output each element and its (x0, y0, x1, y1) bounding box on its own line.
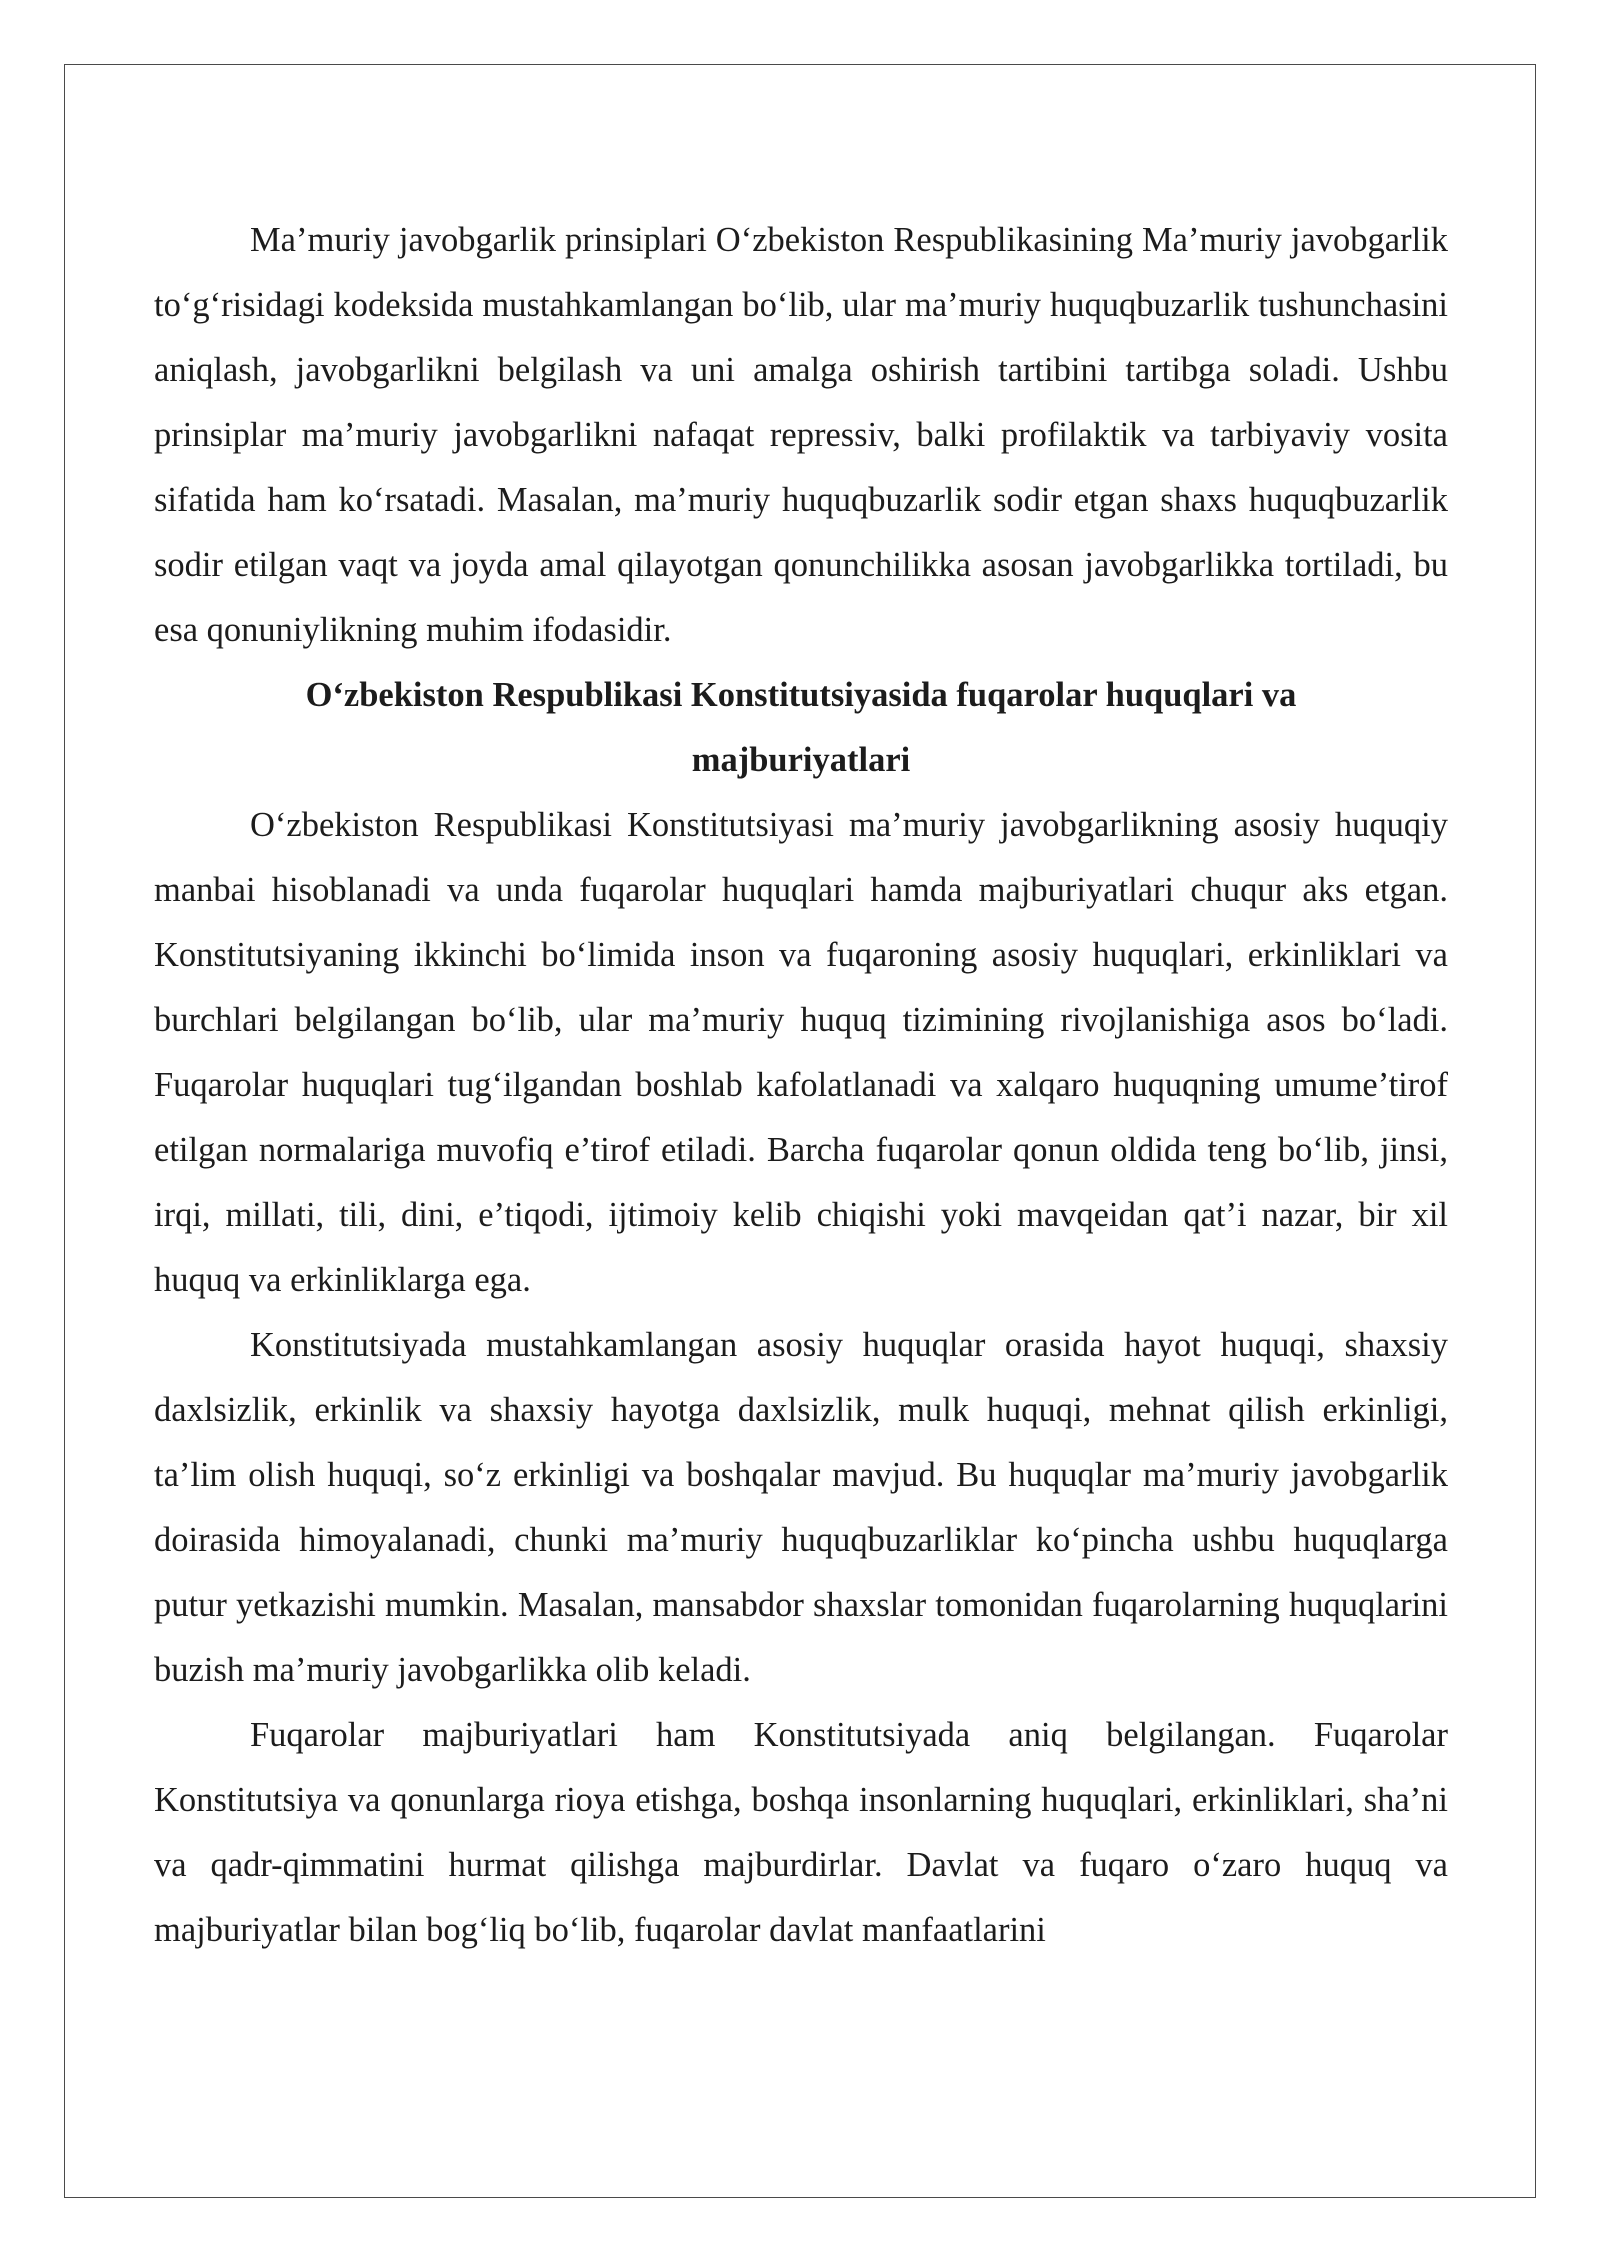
paragraph-basic-rights: Konstitutsiyada mustahkamlangan asosiy huquqlar orasida hayot huquqi, shaxsiy daxlsizlik, erkinlik va shaxsiy hayotga daxlsizlik, mulk huquqi, mehnat qilish erkinligi, ta’lim olish huquqi, so‘z erkinligi va boshqalar mavjud. Bu huquqlar ma’muriy javobgarlik doirasida himoyalanadi, chunki ma’muriy huquqbuzarliklar ko‘pincha ushbu huquqlarga putur yetkazishi mumkin. Masalan, mansabdor shaxslar tomonidan fuqarolarning huquqlarini buzish ma’muriy javobgarlikka olib keladi. (154, 1326, 1448, 1689)
paragraph-citizen-duties: Fuqarolar majburiyatlari ham Konstitutsiyada aniq belgilangan. Fuqarolar Konstitutsiya va qonunlarga rioya etishga, boshqa insonlarning huquqlari, erkinliklari, sha’ni va qadr-qimmatini hurmat qilishga majburdirlar. Davlat va fuqaro o‘zaro huquq va majburiyatlar bilan bog‘liq bo‘lib, fuqarolar davlat manfaatlarini (154, 1716, 1448, 1949)
document-body (154, 208, 1448, 1963)
paragraph-intro-principles: Ma’muriy javobgarlik prinsiplari O‘zbekiston Respublikasining Ma’muriy javobgarlik to‘g‘risidagi kodeksida mustahkamlangan bo‘lib, ular ma’muriy huquqbuzarlik tushunchasini aniqlash, javobgarlikni belgilash va uni amalga oshirish tartibini tartibga soladi. Ushbu prinsiplar ma’muriy javobgarlikni nafaqat repressiv, balki profilaktik va tarbiyaviy vosita sifatida ham ko‘rsatadi. Masalan, ma’muriy huquqbuzarlik sodir etgan shaxs huquqbuzarlik sodir etilgan vaqt va joyda amal qilayotgan qonunchilikka asosan javobgarlikka tortiladi, bu esa qonuniylikning muhim ifodasidir. (154, 221, 1448, 649)
section-heading: O‘zbekiston Respublikasi Konstitutsiyasida fuqarolar huquqlari va majburiyatlari (305, 676, 1297, 779)
paragraph-constitution-rights: O‘zbekiston Respublikasi Konstitutsiyasi ma’muriy javobgarlikning asosiy huquqiy manbai hisoblanadi va unda fuqarolar huquqlari hamda majburiyatlari chuqur aks etgan. Konstitutsiyaning ikkinchi bo‘limida inson va fuqaroning asosiy huquqlari, erkinliklari va burchlari belgilangan bo‘lib, ular ma’muriy huquq tizimining rivojlanishiga asos bo‘ladi. Fuqarolar huquqlari tug‘ilgandan boshlab kafolatlanadi va xalqaro huquqning umume’tirof etilgan normalariga muvofiq e’tirof etiladi. Barcha fuqarolar qonun oldida teng bo‘lib, jinsi, irqi, millati, tili, dini, e’tiqodi, ijtimoiy kelib chiqishi yoki mavqeidan qat’i nazar, bir xil huquq va erkinliklarga ega. (154, 806, 1448, 1299)
